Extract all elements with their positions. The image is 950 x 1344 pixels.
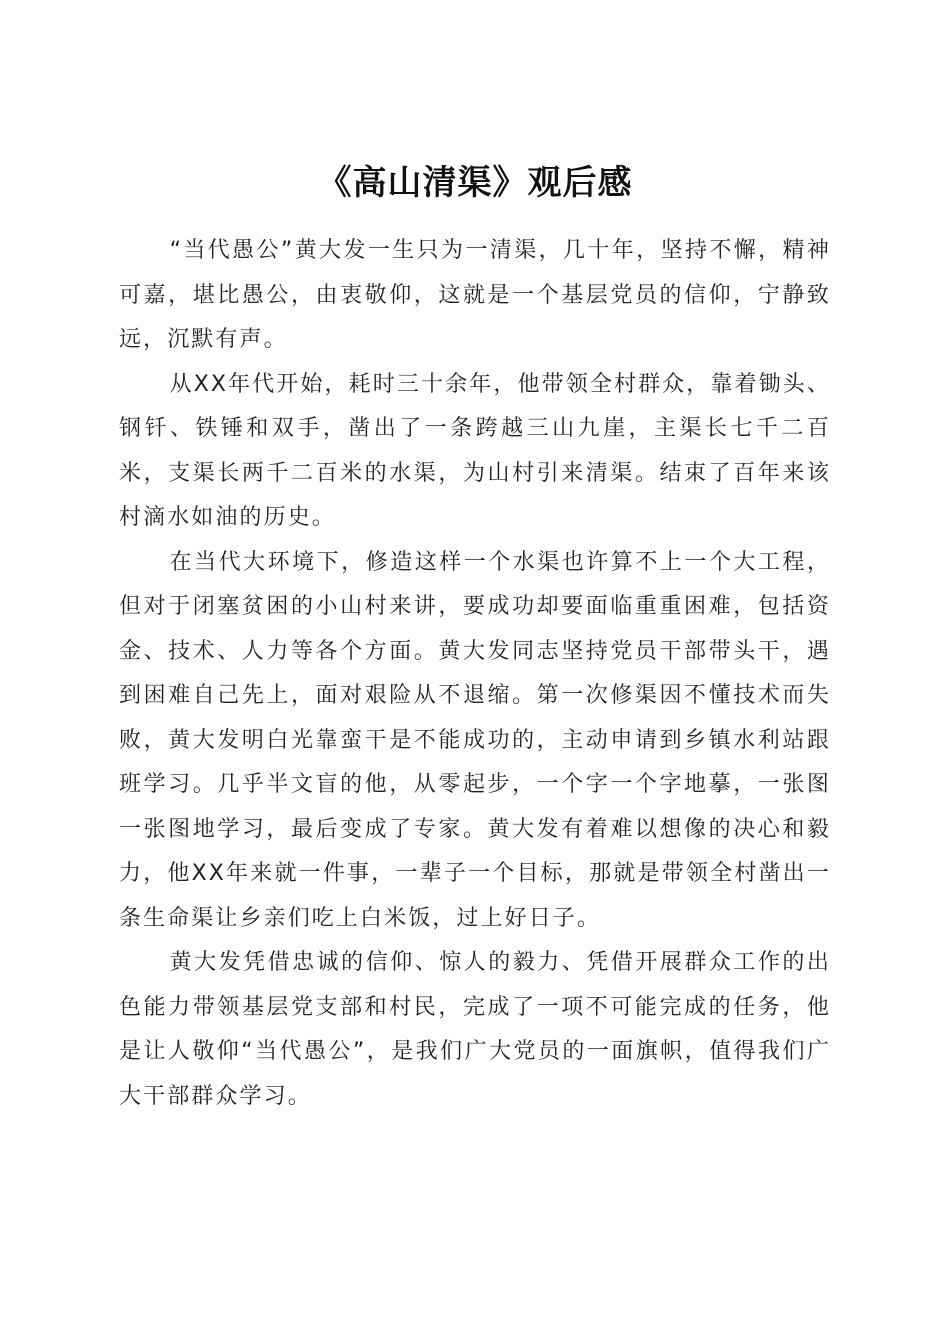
paragraph-3: 在当代大环境下，修造这样一个水渠也许算不上一个大工程，但对于闭塞贫困的小山村来讲，要成功却要面临重重困难，包括资金、技术、人力等各个方面。黄大发同志坚持党员干部带头干，遇到困难自己先上，面对艰险从不退缩。第一次修渠因不懂技术而失败，黄大发明白光靠蛮干是不能成功的，主动申请到乡镇水利站跟班学习。几乎半文盲的他，从零起步，一个字一个字地摹，一张图一张图地学习，最后变成了专家。黄大发有着难以想像的决心和毅力，他XX年来就一件事，一辈子一个目标，那就是带领全村凿出一条生命渠让乡亲们吃上白米饭，过上好日子。 (119, 549, 831, 931)
paragraph-1: “当代愚公”黄大发一生只为一清渠，几十年，坚持不懈，精神可嘉，堪比愚公，由衷敬仰，这就是一个基层党员的信仰，宁静致远，沉默有声。 (119, 238, 831, 352)
document-body (119, 229, 831, 1119)
document-title: 《高山清渠》观后感 (317, 162, 633, 203)
paragraph-4: 黄大发凭借忠诚的信仰、惊人的毅力、凭借开展群众工作的出色能力带领基层党支部和村民，完成了一项不可能完成的任务，他是让人敬仰“当代愚公”，是我们广大党员的一面旗帜，值得我们广大干部群众学习。 (119, 950, 831, 1109)
paragraph-2: 从XX年代开始，耗时三十余年，他带领全村群众，靠着锄头、钢钎、铁锤和双手，凿出了一条跨越三山九崖，主渠长七千二百米，支渠长两千二百米的水渠，为山村引来清渠。结束了百年来该村滴水如油的历史。 (119, 371, 831, 530)
